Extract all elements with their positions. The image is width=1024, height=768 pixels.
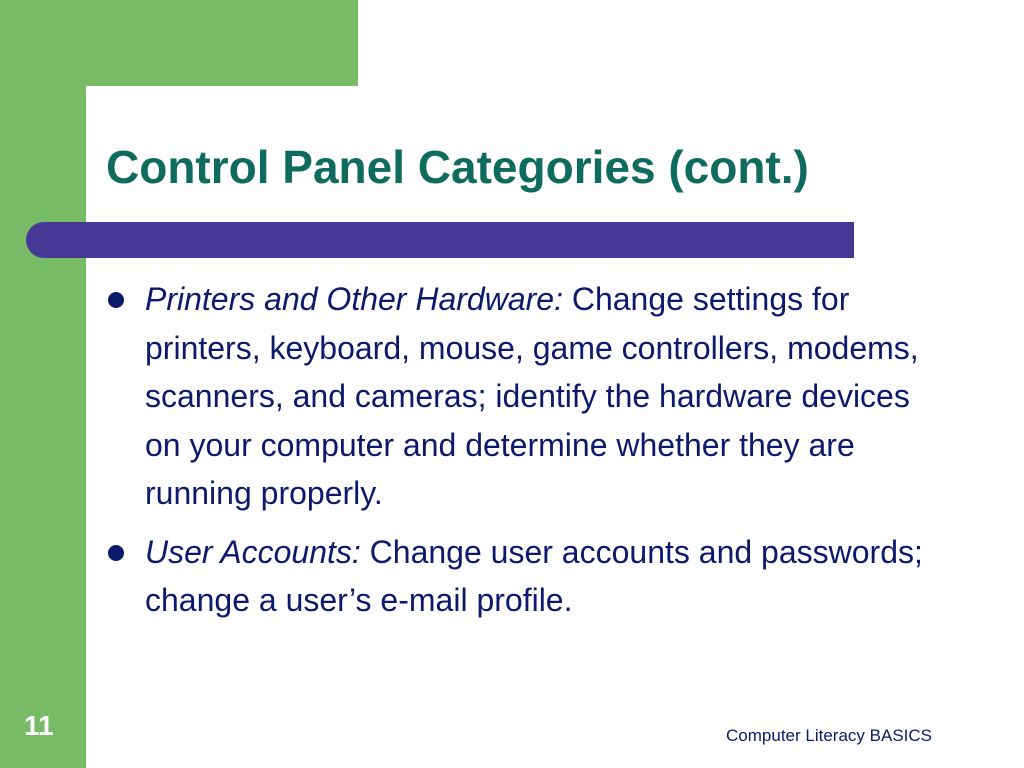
bullet-item-user-accounts: [108, 528, 938, 625]
title-underline-bar: [26, 222, 854, 258]
bullet-list: [108, 275, 938, 635]
footer-text: Computer Literacy BASICS: [726, 726, 932, 745]
bullet-item-printers: [108, 275, 938, 518]
slide-title: Control Panel Categories (cont.): [106, 141, 809, 193]
bullet-term: User Accounts:: [145, 533, 370, 570]
bullet-text: Change settings for printers, keyboard, mouse, game controllers, modems, scanners, and cameras; identify the hardware devices on your computer and determine whether they are running properly.: [145, 281, 919, 511]
left-green-band: [0, 0, 86, 768]
slide-number: 11: [24, 710, 54, 741]
bullet-text: Change user accounts and passwords; change a user’s e-mail profile.: [145, 533, 923, 618]
top-green-band: [0, 0, 358, 86]
bullet-term: Printers and Other Hardware:: [145, 281, 572, 317]
bullet-dot-icon: [108, 292, 124, 308]
bullet-dot-icon: [108, 545, 124, 561]
